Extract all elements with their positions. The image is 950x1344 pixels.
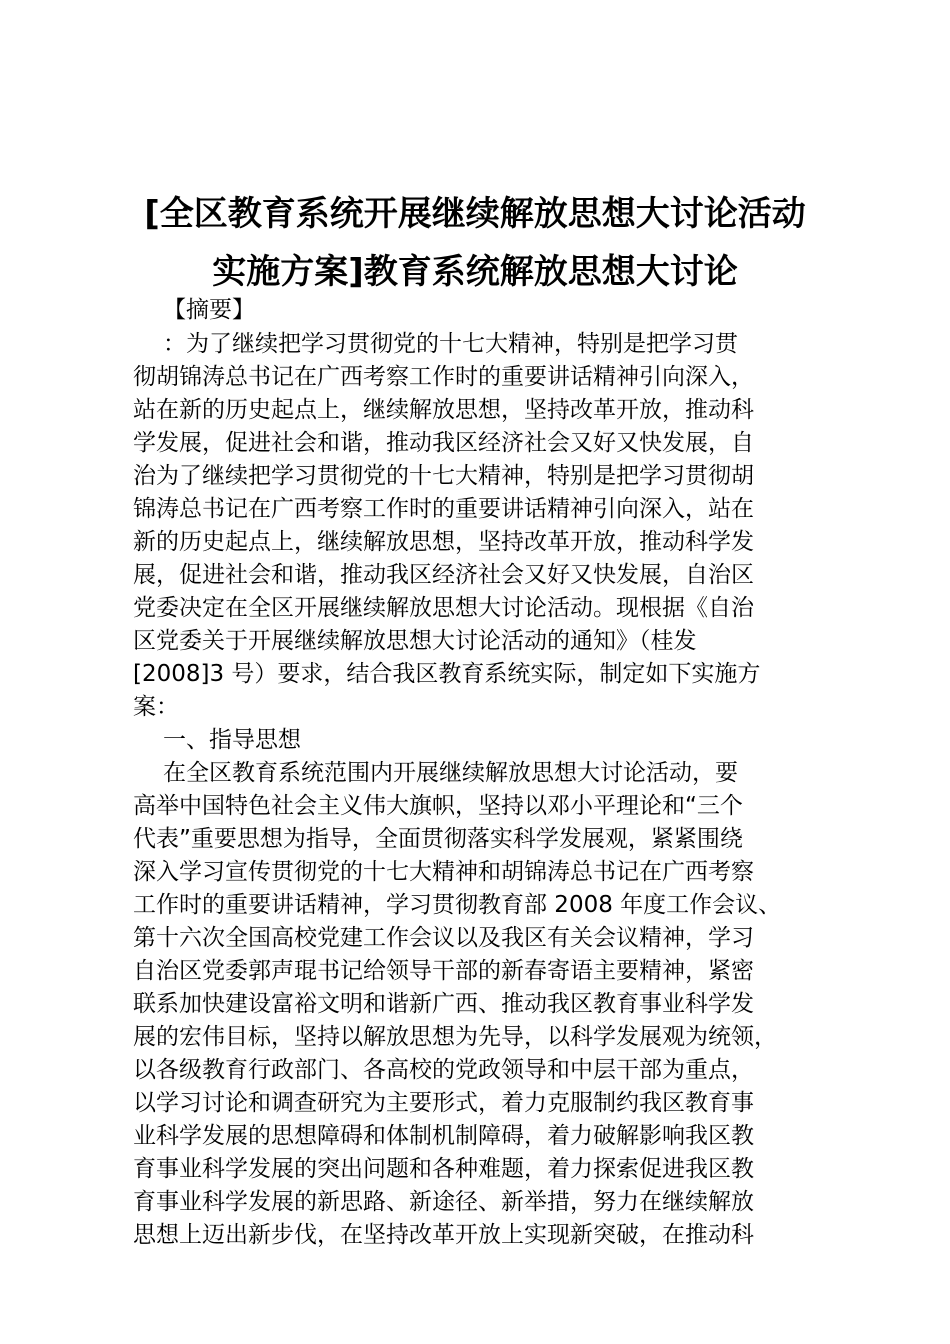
section-line: 深入学习宣传贯彻党的十七大精神和胡锦涛总书记在广西考察 <box>133 859 754 885</box>
document-title-line-1: [全区教育系统开展继续解放思想大讨论活动 <box>144 194 806 234</box>
abstract-line: [2008]3 号）要求，结合我区教育系统实际，制定如下实施方 <box>133 661 761 687</box>
section-line: 高举中国特色社会主义伟大旗帜，坚持以邓小平理论和“三个 <box>133 793 743 819</box>
abstract-line: 新的历史起点上，继续解放思想，坚持改革开放，推动科学发 <box>133 529 754 555</box>
section-line: 育事业科学发展的新思路、新途径、新举措，努力在继续解放 <box>133 1189 754 1215</box>
abstract-line: 案： <box>133 694 179 720</box>
section-line: 育事业科学发展的突出问题和各种难题，着力探索促进我区教 <box>133 1156 754 1182</box>
abstract-line: 党委决定在全区开展继续解放思想大讨论活动。现根据《自治 <box>133 595 754 621</box>
document-title-line-2: 实施方案]教育系统解放思想大讨论 <box>212 252 738 292</box>
abstract-line: 锦涛总书记在广西考察工作时的重要讲话精神引向深入，站在 <box>133 496 754 522</box>
section-line: 思想上迈出新步伐，在坚持改革开放上实现新突破，在推动科 <box>133 1222 754 1248</box>
abstract-line: 区党委关于开展继续解放思想大讨论活动的通知》（桂发 <box>133 628 697 654</box>
abstract-line: 彻胡锦涛总书记在广西考察工作时的重要讲话精神引向深入， <box>133 364 754 390</box>
section-heading: 一、指导思想 <box>163 727 301 753</box>
section-line: 在全区教育系统范围内开展继续解放思想大讨论活动，要 <box>163 760 738 786</box>
abstract-line: 站在新的历史起点上，继续解放思想，坚持改革开放，推动科 <box>133 397 754 423</box>
section-line: 第十六次全国高校党建工作会议以及我区有关会议精神，学习 <box>133 925 754 951</box>
section-line: 以学习讨论和调查研究为主要形式，着力克服制约我区教育事 <box>133 1090 754 1116</box>
section-line: 代表”重要思想为指导，全面贯彻落实科学发展观，紧紧围绕 <box>133 826 743 852</box>
abstract-line: 展，促进社会和谐，推动我区经济社会又好又快发展，自治区 <box>133 562 754 588</box>
section-line: 工作时的重要讲话精神，学习贯彻教育部 2008 年度工作会议、 <box>133 892 782 918</box>
abstract-label: 【摘要】 <box>163 297 255 323</box>
section-line: 以各级教育行政部门、各高校的党政领导和中层干部为重点， <box>133 1057 754 1083</box>
section-line: 业科学发展的思想障碍和体制机制障碍，着力破解影响我区教 <box>133 1123 754 1149</box>
section-line: 展的宏伟目标，坚持以解放思想为先导，以科学发展观为统领， <box>133 1024 777 1050</box>
section-line: 自治区党委郭声琨书记给领导干部的新春寄语主要精神，紧密 <box>133 958 754 984</box>
abstract-line: 治为了继续把学习贯彻党的十七大精神，特别是把学习贯彻胡 <box>133 463 754 489</box>
section-line: 联系加快建设富裕文明和谐新广西、推动我区教育事业科学发 <box>133 991 754 1017</box>
abstract-line: 学发展，促进社会和谐，推动我区经济社会又好又快发展，自 <box>133 430 754 456</box>
abstract-line: ：为了继续把学习贯彻党的十七大精神，特别是把学习贯 <box>163 331 738 357</box>
